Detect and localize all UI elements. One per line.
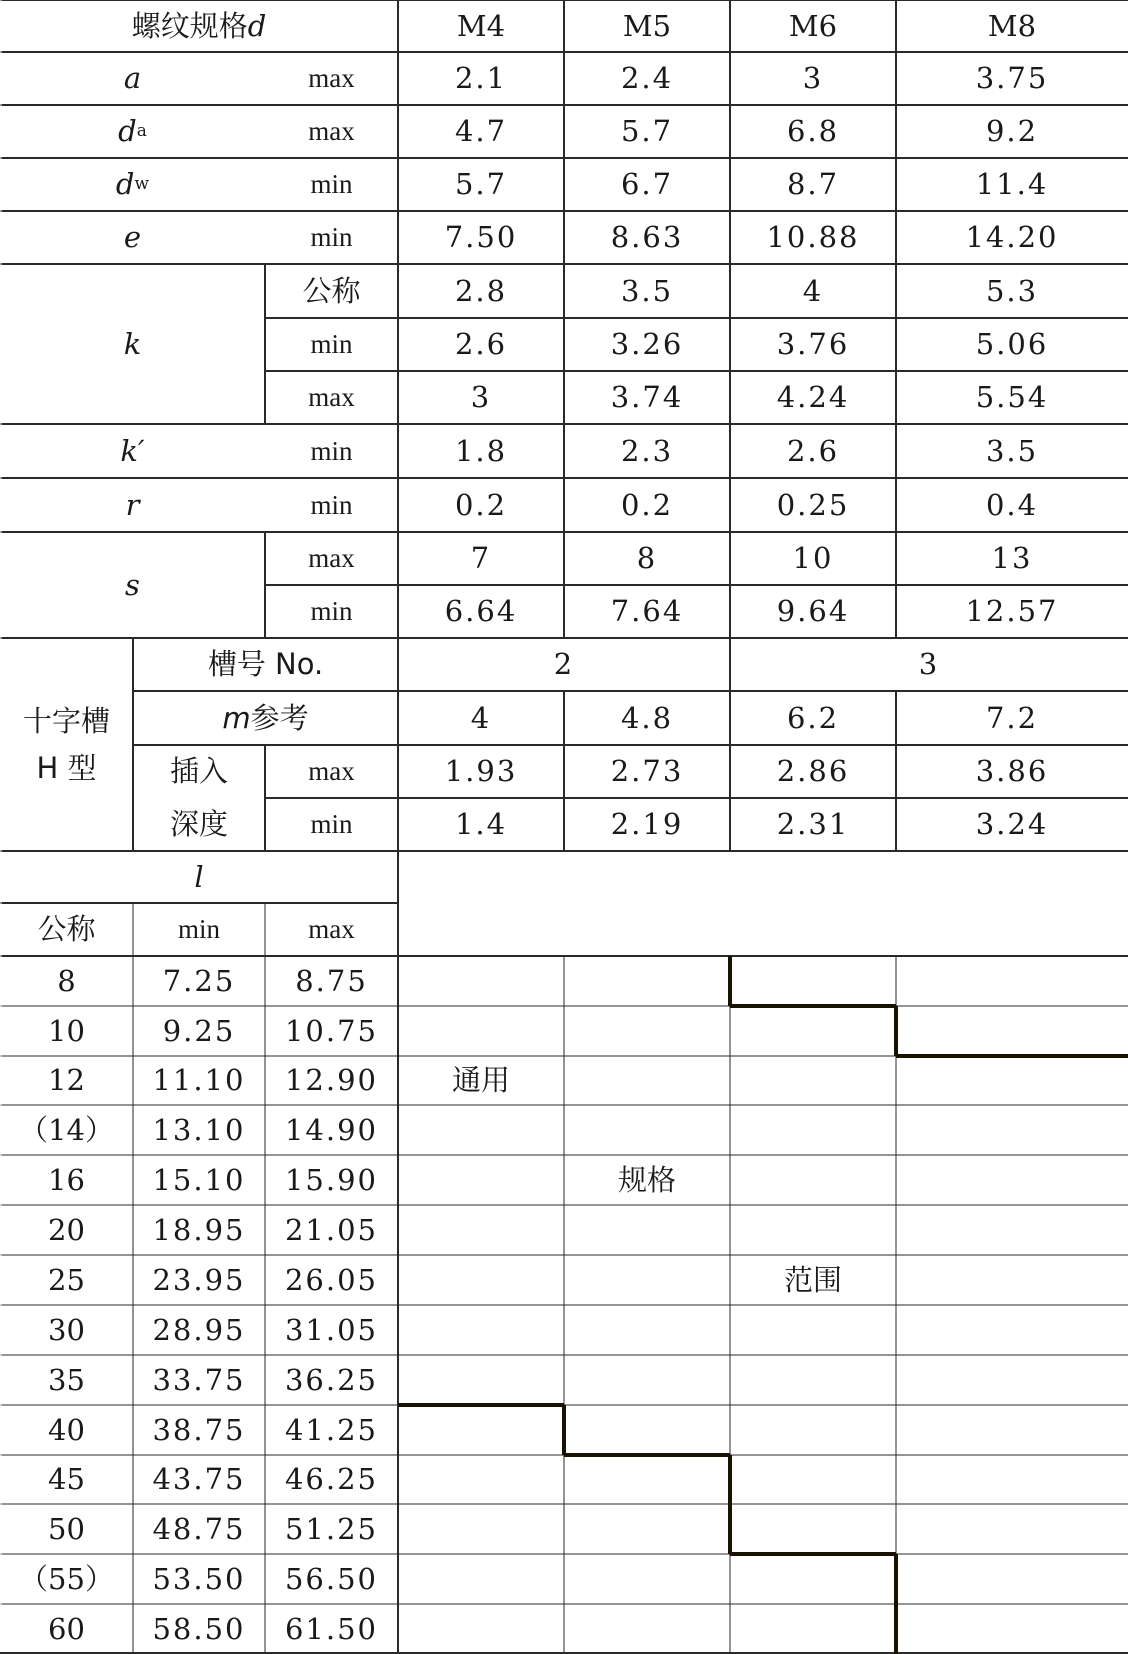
param-value	[398, 424, 564, 478]
length-row-cell	[265, 1355, 398, 1405]
param-value	[398, 691, 564, 745]
value-text: 3	[918, 647, 940, 681]
param-value	[896, 745, 1128, 798]
param-value	[730, 158, 896, 211]
value-text: 7	[470, 541, 492, 575]
value-text: 5.06	[975, 327, 1049, 361]
length-row-cell	[0, 1504, 133, 1554]
value-text: 2.1	[454, 61, 508, 95]
param-value	[730, 478, 896, 532]
param-symbol-dw	[0, 158, 265, 211]
length-value: 35	[48, 1362, 85, 1397]
recess-no-value	[730, 638, 1128, 691]
value-text: 5.3	[985, 273, 1039, 308]
value-text: 7.50	[444, 220, 518, 254]
length-min: min	[177, 914, 220, 944]
param-symbol-kp	[0, 424, 265, 478]
length-value: 15.10	[152, 1162, 246, 1197]
param-symbol-k	[0, 264, 265, 424]
value-text: 0.2	[620, 487, 674, 522]
length-row-cell	[265, 1305, 398, 1355]
length-value: 60	[48, 1611, 85, 1646]
depth-max-unit	[265, 745, 398, 798]
length-value: 13.10	[152, 1112, 246, 1147]
param-unit-r	[265, 478, 398, 532]
param-value	[398, 371, 564, 424]
param-value	[896, 52, 1128, 105]
param-value	[730, 798, 896, 851]
param-value	[896, 264, 1128, 318]
length-row-cell	[0, 956, 133, 1006]
param-subscript: w	[134, 174, 150, 194]
length-row-cell	[133, 1006, 265, 1056]
header-title-cell	[0, 0, 398, 52]
length-nominal: 公称	[37, 912, 96, 946]
value-text: 2.31	[776, 807, 850, 841]
value-text: 3.24	[975, 807, 1049, 841]
param-symbol: s	[125, 567, 140, 602]
value-text: 3.75	[975, 61, 1049, 95]
param-unit: max	[308, 543, 355, 573]
length-row-cell	[133, 1455, 265, 1504]
param-value	[398, 264, 564, 318]
length-value: 20	[48, 1212, 85, 1247]
param-symbol-r	[0, 478, 265, 532]
param-symbol: d	[115, 167, 135, 201]
length-value: 48.75	[152, 1511, 246, 1546]
length-value: 14.90	[284, 1112, 379, 1147]
length-value: 36.25	[284, 1362, 379, 1397]
param-unit-s	[265, 585, 398, 638]
param-unit-a	[265, 52, 398, 105]
value-text: 8.7	[786, 167, 840, 201]
param-unit: min	[310, 222, 353, 252]
param-value	[896, 691, 1128, 745]
length-value: 30	[48, 1312, 85, 1347]
value-text: 2.4	[620, 61, 674, 95]
length-row-cell	[265, 1455, 398, 1504]
param-value	[896, 585, 1128, 638]
param-value	[730, 691, 896, 745]
value-text: 8.63	[610, 220, 684, 254]
value-text: 3.86	[975, 754, 1049, 788]
param-value	[896, 158, 1128, 211]
param-value	[896, 318, 1128, 371]
param-unit: min	[310, 435, 353, 466]
value-text: 2.6	[454, 327, 508, 361]
size-header-1	[564, 0, 730, 52]
value-text: 1.4	[454, 807, 508, 841]
param-value	[896, 798, 1128, 851]
value-text: 6.64	[444, 594, 518, 628]
value-text: 2	[553, 647, 575, 681]
value-text: 6.2	[786, 700, 840, 735]
value-text: 3.26	[610, 327, 684, 361]
param-value	[896, 424, 1128, 478]
length-row-cell	[133, 1405, 265, 1455]
param-value	[730, 371, 896, 424]
value-text: 3.5	[985, 433, 1039, 468]
param-unit: min	[310, 169, 353, 199]
value-text: 3.5	[620, 273, 674, 308]
param-symbol: e	[123, 220, 142, 254]
value-text: 2.86	[776, 754, 850, 788]
length-value: 58.50	[152, 1611, 246, 1646]
param-symbol: d	[118, 114, 137, 148]
param-value	[730, 52, 896, 105]
length-value: 18.95	[152, 1212, 246, 1247]
param-unit: max	[308, 116, 355, 146]
param-value	[564, 371, 730, 424]
length-value: 40	[48, 1412, 85, 1447]
value-text: 1.93	[444, 754, 518, 788]
param-value	[398, 532, 564, 585]
param-value	[398, 158, 564, 211]
param-unit: min	[310, 489, 353, 520]
param-unit: min	[310, 596, 353, 626]
length-var: l	[194, 859, 204, 894]
value-text: 4	[470, 700, 492, 735]
range-text: 规格	[617, 1162, 676, 1197]
size-header-2	[730, 0, 896, 52]
length-row-cell	[0, 1155, 133, 1205]
depth-label-2	[133, 798, 265, 851]
value-text: 8	[636, 541, 658, 575]
length-row-cell	[0, 1056, 133, 1105]
value-text: 10.88	[766, 220, 860, 254]
value-text: 7.2	[985, 700, 1039, 735]
length-value: 45	[48, 1462, 85, 1496]
param-value	[896, 532, 1128, 585]
param-value	[896, 478, 1128, 532]
length-row-cell	[0, 1205, 133, 1255]
value-text: 9.64	[776, 594, 850, 628]
length-value: 12.90	[284, 1063, 379, 1097]
param-unit-k	[265, 371, 398, 424]
length-row-cell	[133, 1255, 265, 1305]
length-value: 12	[48, 1063, 85, 1097]
length-value: 21.05	[284, 1212, 379, 1247]
param-value	[730, 318, 896, 371]
value-text: 0.4	[985, 487, 1039, 522]
param-value	[730, 211, 896, 264]
length-value: 8	[57, 963, 76, 998]
length-value: 7.25	[162, 963, 236, 998]
cross-recess-group-label	[0, 638, 133, 851]
length-row-cell	[133, 1504, 265, 1554]
length-value: 23.95	[152, 1262, 246, 1297]
length-row-cell	[0, 1006, 133, 1056]
param-value	[398, 105, 564, 158]
value-text: 4.8	[620, 700, 674, 735]
param-symbol-e	[0, 211, 265, 264]
length-header-min	[133, 903, 265, 956]
param-unit: min	[310, 329, 353, 359]
param-value	[730, 424, 896, 478]
depth-label-1	[133, 745, 265, 798]
param-unit-kp	[265, 424, 398, 478]
recess-m-label	[133, 691, 398, 745]
length-value: 33.75	[152, 1362, 246, 1397]
group-label-line: 十字槽	[22, 703, 110, 738]
length-value: 8.75	[295, 963, 368, 998]
param-subscript: a	[136, 121, 147, 141]
param-value	[564, 264, 730, 318]
length-row-cell	[133, 1355, 265, 1405]
length-header-var	[0, 851, 398, 903]
param-unit: 公称	[302, 273, 361, 308]
param-value	[564, 211, 730, 264]
length-value: 9.25	[162, 1013, 236, 1048]
recess-no-value	[398, 638, 730, 691]
length-row-cell	[0, 1554, 133, 1604]
value-text: 5.7	[454, 167, 508, 201]
param-symbol: a	[123, 61, 142, 95]
recess-m-text: 参考	[250, 700, 309, 735]
length-value: 51.25	[284, 1511, 379, 1546]
param-symbol: r	[125, 487, 140, 522]
param-symbol: k′	[120, 433, 145, 468]
param-unit-e	[265, 211, 398, 264]
value-text: 2.19	[610, 807, 684, 841]
param-unit-da	[265, 105, 398, 158]
value-text: 3	[470, 380, 492, 414]
param-unit-s	[265, 532, 398, 585]
length-row-cell	[265, 1405, 398, 1455]
length-value: 15.90	[284, 1162, 379, 1197]
length-row-cell	[133, 1205, 265, 1255]
param-unit: max	[308, 756, 355, 786]
length-row-cell	[265, 1155, 398, 1205]
length-row-cell	[0, 1305, 133, 1355]
param-value	[564, 318, 730, 371]
value-text: 4.24	[776, 380, 850, 414]
param-value	[730, 532, 896, 585]
value-text: 2.73	[610, 754, 684, 788]
length-row-cell	[133, 1604, 265, 1654]
length-value: （55）	[19, 1561, 114, 1596]
param-value	[896, 211, 1128, 264]
param-unit: max	[308, 63, 355, 93]
length-value: 25	[48, 1262, 85, 1297]
param-value	[564, 691, 730, 745]
depth-label: 插入	[169, 754, 228, 788]
length-row-cell	[133, 1305, 265, 1355]
param-value	[730, 585, 896, 638]
header-title-var: d	[247, 8, 267, 43]
param-value	[730, 105, 896, 158]
param-value	[398, 211, 564, 264]
length-value: 46.25	[284, 1462, 379, 1496]
param-value	[564, 52, 730, 105]
length-row-cell	[265, 1205, 398, 1255]
depth-label: 深度	[169, 807, 228, 841]
length-row-cell	[0, 1255, 133, 1305]
depth-min-unit	[265, 798, 398, 851]
length-value: 26.05	[284, 1262, 379, 1297]
length-value: 31.05	[284, 1312, 379, 1347]
length-row-cell	[265, 1604, 398, 1654]
group-label-line: H 型	[36, 750, 97, 785]
param-value	[896, 105, 1128, 158]
value-text: 3.76	[776, 327, 850, 361]
value-text: 3.74	[610, 380, 684, 414]
param-value	[564, 585, 730, 638]
recess-no-text: 槽号 No.	[207, 647, 324, 681]
param-symbol-da	[0, 105, 265, 158]
range-text-general	[398, 1056, 564, 1105]
param-unit-k	[265, 264, 398, 318]
length-value: 38.75	[152, 1412, 246, 1447]
value-text: 5.54	[975, 380, 1049, 414]
length-row-cell	[0, 1105, 133, 1155]
param-unit: max	[308, 382, 355, 412]
param-value	[564, 745, 730, 798]
param-unit-k	[265, 318, 398, 371]
value-text: 4.7	[454, 114, 508, 148]
value-text: 10	[792, 541, 834, 575]
recess-no-label	[133, 638, 398, 691]
length-value: 61.50	[284, 1611, 379, 1646]
size-header-3	[896, 0, 1128, 52]
length-row-cell	[265, 1255, 398, 1305]
value-text: 0.25	[776, 487, 850, 522]
size-label: M8	[987, 8, 1037, 43]
recess-m-var: m	[222, 700, 251, 735]
size-label: M4	[456, 8, 506, 43]
param-value	[398, 478, 564, 532]
value-text: 7.64	[610, 594, 684, 628]
value-text: 2.8	[454, 273, 508, 308]
param-value	[730, 264, 896, 318]
length-row-cell	[265, 1105, 398, 1155]
length-header-max	[265, 903, 398, 956]
param-value	[564, 158, 730, 211]
length-value: 41.25	[284, 1412, 379, 1447]
range-text: 范围	[783, 1262, 842, 1297]
length-row-cell	[0, 1405, 133, 1455]
value-text: 14.20	[965, 220, 1059, 254]
param-value	[564, 798, 730, 851]
param-value	[730, 745, 896, 798]
value-text: 0.2	[454, 487, 508, 522]
length-row-cell	[133, 956, 265, 1006]
length-row-cell	[133, 1105, 265, 1155]
size-header-0	[398, 0, 564, 52]
param-value	[398, 745, 564, 798]
param-value	[398, 798, 564, 851]
length-value: 10.75	[284, 1013, 379, 1048]
length-row-cell	[265, 1504, 398, 1554]
value-text: 12.57	[965, 594, 1059, 628]
value-text: 13	[991, 541, 1033, 575]
value-text: 11.4	[975, 167, 1049, 201]
param-symbol: k	[123, 326, 142, 361]
param-value	[564, 424, 730, 478]
length-row-cell	[0, 1455, 133, 1504]
value-text: 5.7	[620, 114, 674, 148]
length-max: max	[308, 914, 355, 944]
size-label: M6	[788, 8, 838, 43]
value-text: 4	[802, 273, 824, 308]
length-value: 53.50	[152, 1561, 246, 1596]
length-value: （14）	[19, 1112, 114, 1147]
length-row-cell	[265, 1056, 398, 1105]
length-value: 10	[48, 1013, 85, 1048]
header-title-label: 螺纹规格	[131, 8, 248, 43]
param-symbol-s	[0, 532, 265, 638]
value-text: 6.8	[786, 114, 840, 148]
length-row-cell	[265, 1554, 398, 1604]
param-unit-dw	[265, 158, 398, 211]
length-row-cell	[133, 1056, 265, 1105]
size-label: M5	[622, 8, 672, 43]
param-value	[398, 52, 564, 105]
length-row-cell	[265, 1006, 398, 1056]
length-value: 56.50	[284, 1561, 379, 1596]
length-row-cell	[0, 1355, 133, 1405]
param-value	[896, 371, 1128, 424]
length-value: 28.95	[152, 1312, 246, 1347]
range-text: 通用	[451, 1063, 510, 1097]
value-text: 2.3	[620, 433, 674, 468]
param-unit: min	[310, 809, 353, 839]
param-symbol-a	[0, 52, 265, 105]
length-value: 50	[48, 1511, 85, 1546]
length-row-cell	[265, 956, 398, 1006]
length-value: 16	[48, 1162, 85, 1197]
length-row-cell	[133, 1155, 265, 1205]
value-text: 6.7	[620, 167, 674, 201]
value-text: 3	[802, 61, 824, 95]
value-text: 9.2	[985, 114, 1039, 148]
length-value: 11.10	[152, 1063, 246, 1097]
value-text: 2.6	[786, 433, 840, 468]
param-value	[398, 585, 564, 638]
length-row-cell	[133, 1554, 265, 1604]
value-text: 1.8	[454, 433, 508, 468]
param-value	[564, 532, 730, 585]
range-text-range	[730, 1255, 896, 1305]
param-value	[398, 318, 564, 371]
length-header-nominal	[0, 903, 133, 956]
length-row-cell	[0, 1604, 133, 1654]
length-value: 43.75	[152, 1462, 246, 1496]
param-value	[564, 478, 730, 532]
param-value	[564, 105, 730, 158]
range-text-spec	[564, 1155, 730, 1205]
